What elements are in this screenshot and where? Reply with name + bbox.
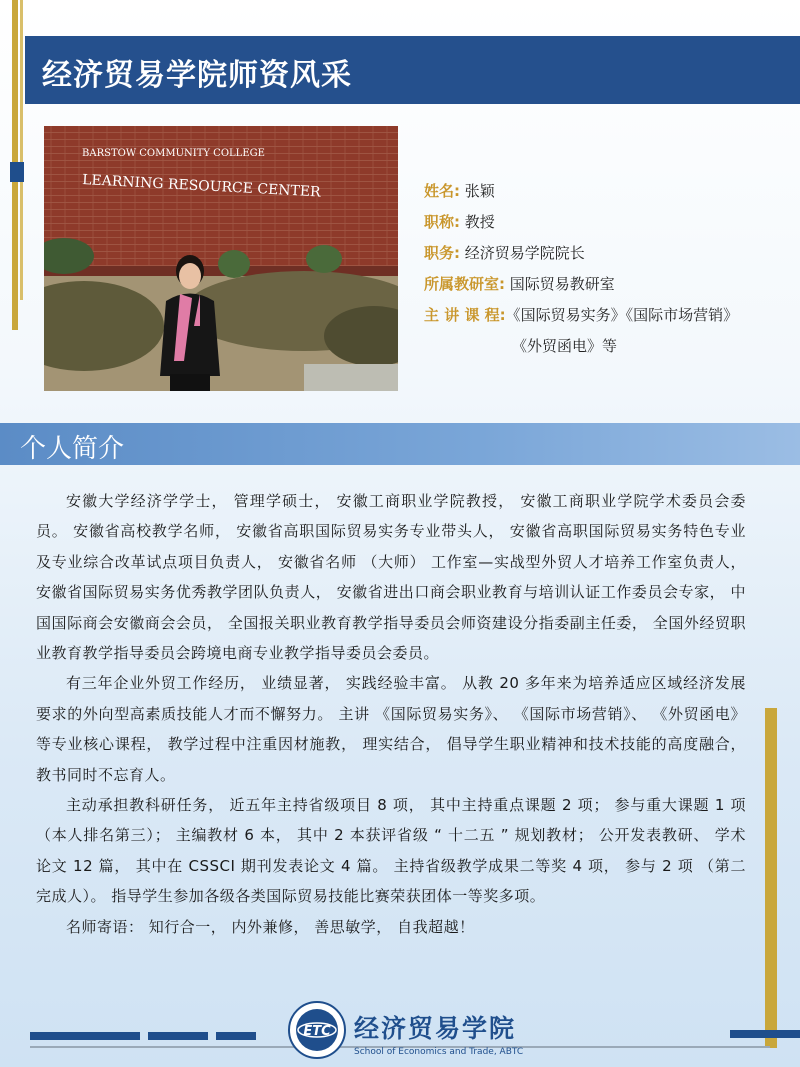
courses-row [424,300,738,331]
title-row [424,207,738,238]
decor-blue-square [10,162,24,182]
school-name-block [354,1009,523,1057]
decor-gold-bar-right [765,708,777,1048]
bio-paragraph-2: 有三年企业外贸工作经历， 业绩显著， 实践经验丰富。 从教 20 多年来为培养适应区域经济发展要求的外向型高素质技能人才而不懈努力。 主讲 《国际贸易实务》、 《国际市场营销》、 《外贸函电》 等专业核心课程， 教学过程中注重因材施教， 理实结合， 倡导学生职业精神和技术技能的高度融合， 教书同时不忘育人。 [36,674,746,784]
logo-mark: ETC [303,1024,331,1039]
section-title: 个人简介 [20,434,125,464]
bio-paragraph-4: 名师寄语： 知行合一， 内外兼修， 善思敏学， 自我超越！ [66,917,475,936]
title-value: 教授 [464,213,495,231]
bio-paragraph-1: 安徽大学经济学学士， 管理学硕士， 安徽工商职业学院教授， 安徽工商职业学院学术委员会委员。 安徽省高校教学名师， 安徽省高职国际贸易实务专业带头人， 安徽省高职国际贸易实务特色专业及专业综合改革试点项目负责人， 安徽省名师 （大师） 工作室—实战型外贸人才培养工作室负责人， 安徽省国际贸易实务优秀教学团队负责人， 安徽省进出口商会职业教育与培训认证工作委员会专家， 中国国际商会安徽商会会员， 全国报关职业教育教学指导委员会师资建设分指委副主任委， 全国外经贸职业教育教学指导委员会跨境电商专业教学指导委员会委员。 [36,492,746,663]
position-value: 经济贸易学院院长 [464,244,585,262]
courses-label: 主 讲 课 程: [424,306,506,324]
name-label: 姓名: [424,182,460,200]
school-logo [287,1000,347,1060]
bio-paragraph-3: 主动承担教科研任务， 近五年主持省级项目 8 项， 其中主持重点课题 2 项； 参与重大课题 1 项 （本人排名第三）； 主编教材 6 本， 其中 2 本获评省级 “ 十二五 ” 规划教材； 公开发表教研、 学术论文 12 篇， 其中在 CSSCI 期刊发表论文 4 篇。 主持省级教学成果二等奖 4 项， 参与 2 项 （第二完成人）。 指导学生参加各级各类国际贸易技能比赛荣获团体一等奖多项。 [36,796,746,906]
name-row [424,176,738,207]
courses-value-1: 《国际贸易实务》《国际市场营销》 [505,306,739,324]
sign-line-1: BARSTOW COMMUNITY COLLEGE [82,148,265,159]
photo-illustration [44,126,398,391]
page-title: 经济贸易学院师资风采 [42,58,352,93]
position-row [424,238,738,269]
name-value: 张颖 [464,182,495,200]
sign-line-2: LEARNING RESOURCE CENTER [81,172,321,201]
logo-icon [287,1000,347,1060]
position-label: 职务: [424,244,460,262]
decor-footer-bars [30,1032,280,1040]
school-name-en: School of Economics and Trade, ABTC [354,1047,524,1057]
dept-label: 所属教研室: [424,275,505,293]
school-name-cn: 经济贸易学院 [354,1014,517,1043]
courses-value-2: 《外贸函电》等 [512,337,618,355]
decor-gold-bar-left-thin [20,0,23,300]
dept-row [424,269,738,300]
dept-value: 国际贸易教研室 [509,275,615,293]
courses-row-cont [424,331,738,362]
title-label: 职称: [424,213,460,231]
profile-info [424,176,738,362]
teacher-photo [44,126,398,391]
decor-blue-line-right [730,1030,800,1038]
bio-text [36,486,746,942]
